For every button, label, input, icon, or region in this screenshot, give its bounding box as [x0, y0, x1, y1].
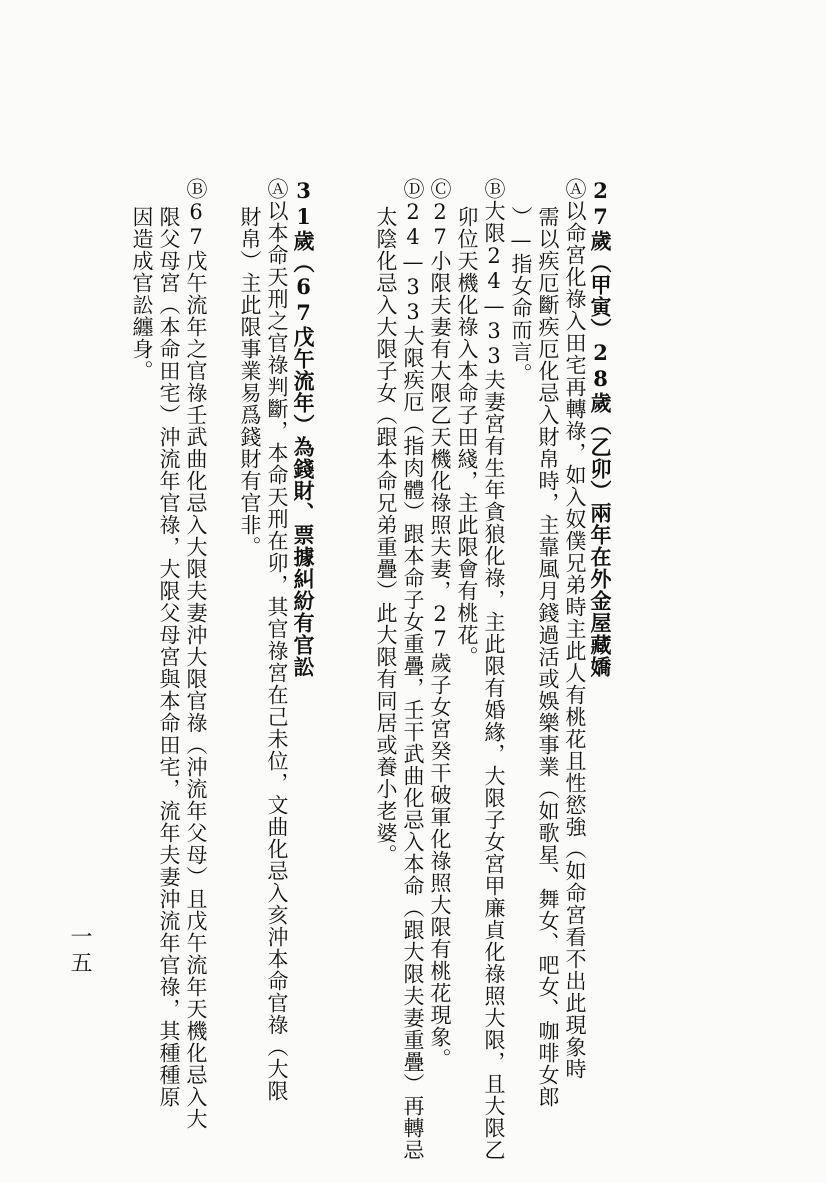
page-number: 一五	[67, 925, 92, 977]
text-line-1a-end: ）—指女命而言。	[509, 206, 533, 385]
text-line-2a-cont: 財帛）主此限事業易爲錢財有官非。	[238, 206, 262, 558]
text-line-2a: Ⓐ以本命天刑之官祿判斷，本命天刑在卯，其官祿宮在己未位，文曲化忌入亥沖本命官祿（大限	[265, 178, 289, 1102]
text-line-1a: Ⓐ以命宮化祿入田宅再轉祿，如入奴僕兄弟時主此人有桃花且性慾強（如命宮看不出此現象時	[563, 178, 587, 1080]
text-line-1a-cont: 需以疾厄斷疾厄化忌入財帛時，主靠風月錢過活或娛樂事業（如歌星、舞女、吧女、咖啡女郎	[536, 206, 560, 1108]
text-line-1b-cont: 卯位天機化祿入本命子田綫，主此限會有桃花。	[455, 206, 479, 668]
section-heading-2: 31歲（67戊午流年）為錢財、票據糾紛有官訟	[291, 178, 316, 678]
section-heading-1: 27歲（甲寅）28歲（乙卯）兩年在外金屋藏嬌	[588, 178, 613, 678]
text-line-1d: Ⓓ24—33大限疾厄（指肉體）跟本命子女重疊，壬干武曲化忌入本命（跟大限夫妻重疊）再轉忌	[401, 178, 425, 1161]
text-line-1d-cont: 太陰化忌入大限子女（跟本命兄弟重疊）此大限有同居或養小老婆。	[374, 206, 398, 866]
text-line-1c: Ⓒ27小限夫妻有大限乙天機化祿照夫妻，27歲子女宮癸干破軍化祿照大限有桃花現象。	[428, 178, 452, 1070]
text-line-2b: Ⓑ67戊午流年之官祿壬武曲化忌入大限夫妻沖大限官祿（沖流年父母）且戊午流年天機化忌入大	[184, 178, 208, 1130]
text-line-2b-cont: 限父母宮（本命田宅）沖流年官祿，大限父母宮與本命田宅，流年夫妻沖流年官祿，其種種原	[157, 206, 181, 1108]
text-line-1b: Ⓑ大限24—33夫妻宮有生年貪狼化祿，主此限有婚緣，大限子女宮甲廉貞化祿照大限，且大限乙	[482, 178, 506, 1161]
text-line-2b-end: 因造成官訟纏身。	[130, 206, 154, 382]
